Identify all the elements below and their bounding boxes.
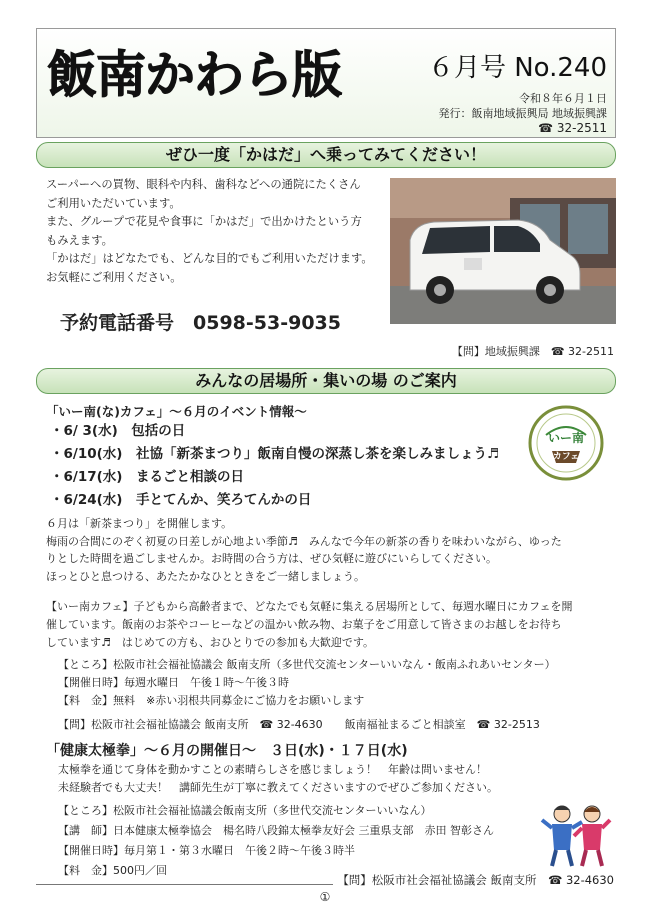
cafe-about xyxy=(46,598,572,652)
masthead-box xyxy=(36,28,616,138)
cafe-time: 【開催日時】毎週水曜日 午後１時～午後３時 xyxy=(58,676,289,689)
publisher: 発行：飯南地域振興局 地域振興課 xyxy=(438,107,607,120)
cafe-desc-line: りとした時間を過ごしませんか。お時間の合う方は、ぜひ気軽に遊びにいらしてください。 xyxy=(46,552,497,565)
event-item: ・6/24(水) 手とてんか、笑ろてんかの日 xyxy=(50,492,312,508)
taikyoku-line: 太極拳を通じて身体を動かすことの素晴らしさを感じましょう！ 年齢は問いません！ xyxy=(58,763,487,776)
cafe-place: 【ところ】松阪市社会福祉協議会 飯南支所（多世代交流センターいいなん・飯南ふれあいセンター） xyxy=(58,658,556,671)
taikyoku-instructor: 【講 師】日本健康太極拳協会 楊名時八段錦太極拳友好会 三重県支部 赤田 智彰さん xyxy=(58,824,494,837)
cafe-desc-line: ほっとひと息つける、あたたかなひとときをご一緒しましょう。 xyxy=(46,569,365,583)
van-image xyxy=(390,178,616,324)
cafe-fee: 【料 金】無料 ※赤い羽根共同募金にご協力をお願いします xyxy=(58,694,365,707)
cafe-logo-top: いー南 xyxy=(547,431,584,445)
taikyoku-time: 【開催日時】毎月第１・第３水曜日 午後２時～午後３時半 xyxy=(58,844,355,857)
event-item: ・6/10(水) 社協「新茶まつり」飯南自慢の深蒸し茶を楽しみましょう♬ xyxy=(50,446,500,462)
taikyoku-place: 【ところ】松阪市社会福祉協議会飯南支所（多世代交流センターいいなん） xyxy=(58,804,432,817)
taikyoku-contact: 【問】松阪市社会福祉協議会 飯南支所 ☎ 32-4630 xyxy=(333,872,614,888)
cafe-about-line: 催しています。飯南のお茶やコーヒーなどの温かい飲み物、お菓子をご用意して皆さまのお越しをお待ち xyxy=(46,618,562,631)
reservation-phone: 予約電話番号 0598-53-9035 xyxy=(60,312,341,334)
kahada-body xyxy=(46,176,386,287)
cafe-desc-line: ６月は「新茶まつり」を開催します。 xyxy=(46,517,233,530)
cafe-about-line: しています♬ はじめての方も、おひとりでの参加も大歓迎です。 xyxy=(46,636,374,649)
ibasho-banner: みんなの居場所・集いの場 のご案内 xyxy=(36,368,616,394)
taikyoku-fee: 【料 金】500円／回 xyxy=(58,864,167,877)
taikyoku-body xyxy=(58,761,498,797)
taikyoku-illustration xyxy=(540,800,612,870)
taikyoku-title: 「健康太極拳」～６月の開催日～ ３日(水)・１７日(水) xyxy=(46,743,408,759)
kahada-line: また、グループで花見や食事に「かはだ」で出かけたという方 xyxy=(46,215,362,228)
kahada-line: ご利用いただいています。 xyxy=(46,196,181,210)
kahada-van-photo xyxy=(390,178,616,324)
taichi-people-icon xyxy=(540,800,612,870)
kahada-banner: ぜひ一度「かはだ」へ乗ってみてください！ xyxy=(36,142,616,168)
kahada-line: もみえます。 xyxy=(46,233,113,247)
cafe-logo-bottom: カフェ xyxy=(552,452,580,462)
event-list xyxy=(50,420,499,512)
publish-date: 令和８年６月１日 xyxy=(519,92,607,105)
kahada-contact: 【問】地域振興課 ☎ 32-2511 xyxy=(451,345,614,358)
kahada-line: お気軽にご利用ください。 xyxy=(46,270,182,284)
event-item: ・6/ 3(水) 包括の日 xyxy=(50,423,186,439)
cafe-title: 「いー南(な)カフェ」～６月のイベント情報～ xyxy=(46,404,307,419)
taikyoku-line: 未経験者でも大丈夫！ 講師先生が丁寧に教えてくださいますのでぜひご参加ください。 xyxy=(58,781,498,794)
masthead-title: 飯南かわら版 xyxy=(47,46,341,104)
kahada-line: スーパーへの買物、眼科や内科、歯科などへの通院にたくさん xyxy=(46,178,361,191)
publisher-phone: ☎ 32-2511 xyxy=(538,121,607,135)
cafe-description xyxy=(46,515,562,585)
cafe-about-line: 【いー南カフェ】子どもから高齢者まで、どなたでも気軽に集える居場所として、毎週水曜日にカフェを開 xyxy=(46,600,573,613)
issue-number: ６月号 No.240 xyxy=(427,53,607,83)
cafe-desc-line: 梅雨の合間にのぞく初夏の日差しが心地よい季節♬ みんなで今年の新茶の香りを味わいながら、ゆった xyxy=(46,534,562,548)
kahada-line: 「かはだ」はどなたでも、どんな目的でもご利用いただけます。 xyxy=(46,252,373,265)
cafe-contact: 【問】松阪市社会福祉協議会 飯南支所 ☎ 32-4630 飯南福祉まるごと相談室 ☎ 32-2513 xyxy=(58,718,540,731)
event-item: ・6/17(水) まるごと相談の日 xyxy=(50,469,244,485)
page-number: ① xyxy=(319,890,331,904)
cafe-logo xyxy=(528,405,604,481)
